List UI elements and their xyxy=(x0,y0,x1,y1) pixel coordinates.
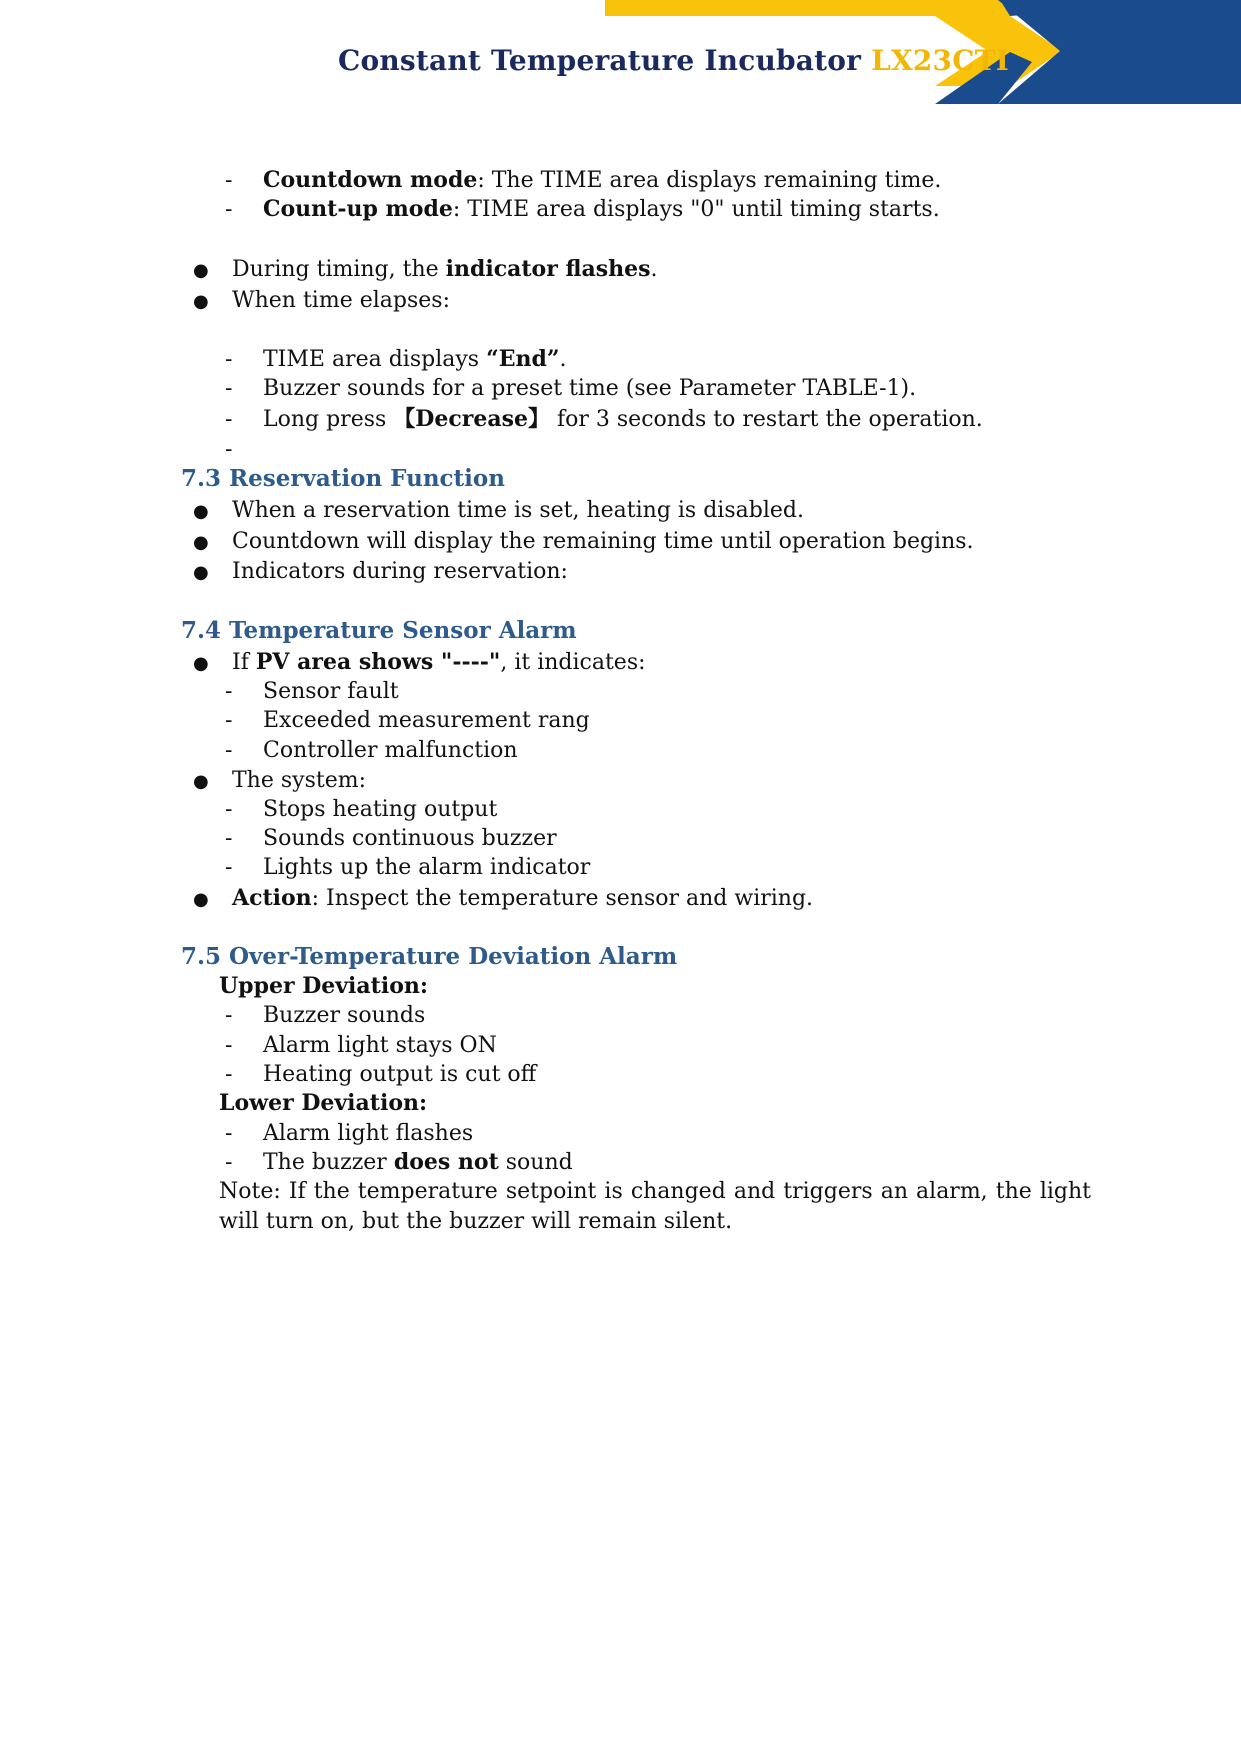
long-press-line xyxy=(263,405,983,435)
dash-marker: - xyxy=(225,197,233,222)
pv-area-line xyxy=(232,648,646,678)
dash-marker: - xyxy=(225,826,233,851)
pv-area-prefix: If xyxy=(232,650,256,675)
sensor-cause-item: Controller malfunction xyxy=(263,738,518,763)
bullet-marker: ● xyxy=(193,889,209,910)
long-press-suffix: for 3 seconds to restart the operation. xyxy=(550,407,983,432)
dash-marker: - xyxy=(225,1150,233,1175)
dash-marker: - xyxy=(225,797,233,822)
dash-marker: - xyxy=(225,855,233,880)
document-title-text: Constant Temperature Incubator xyxy=(338,44,862,77)
section-heading-7-5: 7.5 Over-Temperature Deviation Alarm xyxy=(181,943,678,970)
dash-marker: - xyxy=(225,168,233,193)
buzzer-preset-line: Buzzer sounds for a preset time (see Parameter TABLE-1). xyxy=(263,376,917,401)
end-display-line xyxy=(263,345,567,375)
dash-marker: - xyxy=(225,376,233,401)
lower-deviation-label: Lower Deviation: xyxy=(219,1090,428,1116)
dash-marker: - xyxy=(225,679,233,704)
dash-marker: - xyxy=(225,1033,233,1058)
deviation-note: Note: If the temperature setpoint is changed and triggers an alarm, the light will turn on, but the buzzer will remain silent. xyxy=(219,1179,1091,1234)
dash-marker: - xyxy=(225,708,233,733)
reservation-item: When a reservation time is set, heating is disabled. xyxy=(232,498,804,523)
upper-deviation-label: Upper Deviation: xyxy=(219,973,428,999)
bullet-marker: ● xyxy=(193,771,209,792)
dash-marker: - xyxy=(225,1003,233,1028)
during-timing-line xyxy=(232,255,657,285)
reservation-item: Countdown will display the remaining time until operation begins. xyxy=(232,529,974,554)
end-display-suffix: . xyxy=(559,347,567,372)
upper-deviation-item: Buzzer sounds xyxy=(263,1003,426,1028)
dash-marker: - xyxy=(225,1121,233,1146)
dash-marker: - xyxy=(225,738,233,763)
buzzer-suffix: sound xyxy=(498,1150,573,1175)
bullet-marker: ● xyxy=(193,260,209,281)
countdown-mode-label: Countdown mode xyxy=(263,167,478,193)
during-timing-bold: indicator flashes xyxy=(445,256,651,282)
action-line xyxy=(232,884,813,914)
bullet-marker: ● xyxy=(193,501,209,522)
pv-area-suffix: , it indicates: xyxy=(500,650,646,675)
bullet-marker: ● xyxy=(193,291,209,312)
does-not-bold: does not xyxy=(393,1149,499,1175)
countdown-mode-text: : The TIME area displays remaining time. xyxy=(477,168,942,193)
upper-deviation-item: Alarm light stays ON xyxy=(263,1033,497,1058)
sensor-cause-item: Sensor fault xyxy=(263,679,399,704)
lower-deviation-item: Alarm light flashes xyxy=(263,1121,474,1146)
reservation-item: Indicators during reservation: xyxy=(232,559,568,584)
document-model: LX23CTI xyxy=(871,44,1010,77)
action-label: Action xyxy=(232,885,312,911)
during-timing-suffix: . xyxy=(650,257,658,282)
section-heading-7-3: 7.3 Reservation Function xyxy=(181,465,505,492)
action-text: : Inspect the temperature sensor and wiring. xyxy=(311,886,814,911)
header-yellow-band xyxy=(605,0,1045,16)
system-item: Stops heating output xyxy=(263,797,498,822)
countup-mode-line xyxy=(263,195,940,225)
system-item: Sounds continuous buzzer xyxy=(263,826,557,851)
system-item: Lights up the alarm indicator xyxy=(263,855,591,880)
buzzer-prefix: The buzzer xyxy=(263,1150,394,1175)
system-label: The system: xyxy=(232,768,366,793)
during-timing-prefix: During timing, the xyxy=(232,257,446,282)
dash-marker: - xyxy=(225,437,233,462)
long-press-prefix: Long press xyxy=(263,407,394,432)
upper-deviation-item: Heating output is cut off xyxy=(263,1062,537,1087)
pv-area-bold: PV area shows "----" xyxy=(255,649,501,675)
section-heading-7-4: 7.4 Temperature Sensor Alarm xyxy=(181,617,577,644)
bullet-marker: ● xyxy=(193,562,209,583)
lower-deviation-item xyxy=(263,1148,573,1178)
countdown-mode-line xyxy=(263,166,941,196)
decrease-key-label: 【Decrease】 xyxy=(393,406,550,432)
bullet-marker: ● xyxy=(193,532,209,553)
time-elapses-line: When time elapses: xyxy=(232,288,450,313)
dash-marker: - xyxy=(225,407,233,432)
dash-marker: - xyxy=(225,347,233,372)
end-display-prefix: TIME area displays xyxy=(263,347,487,372)
end-display-bold: “End” xyxy=(486,346,560,372)
sensor-cause-item: Exceeded measurement rang xyxy=(263,708,590,733)
dash-marker: - xyxy=(225,1062,233,1087)
document-title xyxy=(338,44,1009,77)
bullet-marker: ● xyxy=(193,653,209,674)
countup-mode-text: : TIME area displays "0" until timing starts. xyxy=(452,197,940,222)
countup-mode-label: Count-up mode xyxy=(263,196,453,222)
